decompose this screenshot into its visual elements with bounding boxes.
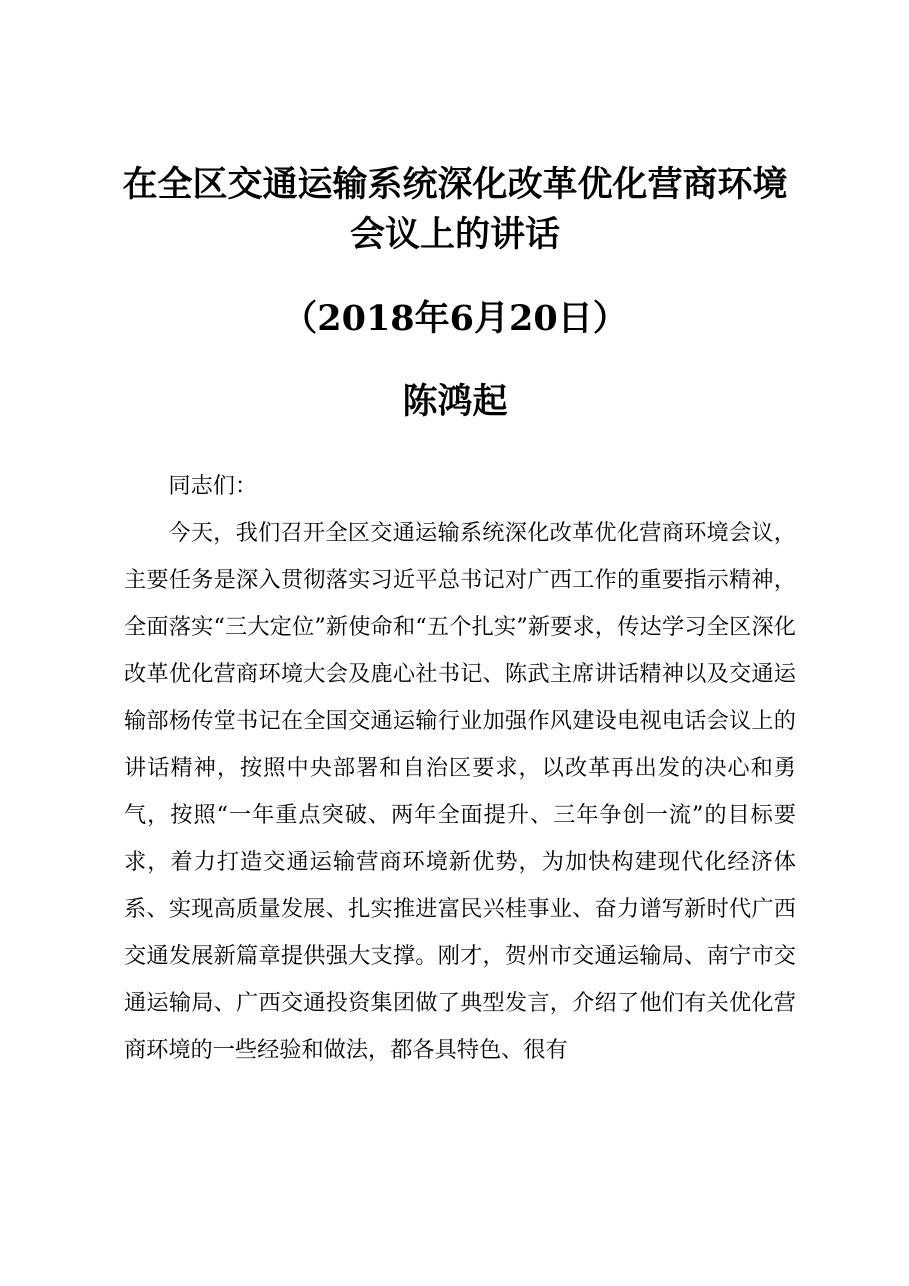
document-author: 陈鸿起 <box>402 381 508 422</box>
document-title: 在全区交通运输系统深化改革优化营商环境会议上的讲话 <box>122 164 788 255</box>
body-paragraph: 今天，我们召开全区交通运输系统深化改革优化营商环境会议，主要任务是深入贯彻落实习近平总书记对广西工作的重要指示精神，全面落实“三大定位”新使命和“五个扎实”新要求，传达学习全区深化改革优化营商环境大会及鹿心社书记、陈武主席讲话精神以及交通运输部杨传堂书记在全国交通运输行业加强作风建设电视电话会议上的讲话精神，按照中央部署和自治区要求，以改革再出发的决心和勇气，按照“一年重点突破、两年全面提升、三年争创一流”的目标要求，着力打造交通运输营商环境新优势，为加快构建现代化经济体系、实现高质量发展、扎实推进富民兴桂事业、奋力谱写新时代广西交通发展新篇章提供强大支撑。刚才，贺州市交通运输局、南宁市交通运输局、广西交通投资集团做了典型发言，介绍了他们有关优化营商环境的一些经验和做法，都各具特色、很有 <box>124 520 796 1063</box>
greeting: 同志们： <box>168 473 258 499</box>
document-date: （2018年6月20日） <box>282 298 628 339</box>
document-body <box>124 463 796 1074</box>
